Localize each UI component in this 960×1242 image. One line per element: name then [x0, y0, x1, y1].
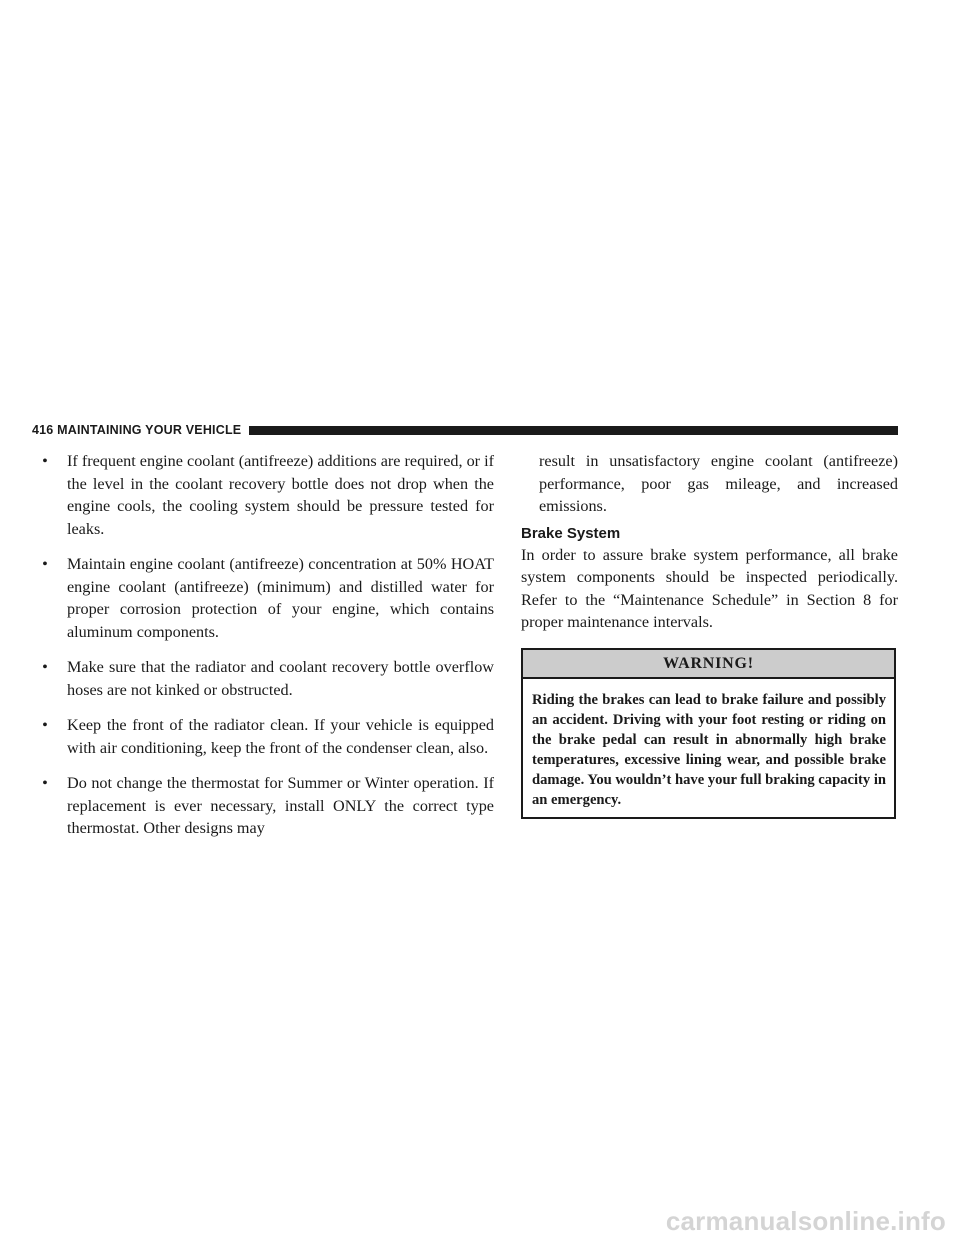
list-item-text: Keep the front of the radiator clean. If your vehicle is equipped with air conditioning, keep the front of the condenser clean, also.: [67, 716, 494, 757]
page-header: [32, 422, 898, 438]
header-rule: [249, 426, 898, 435]
list-item-text: If frequent engine coolant (antifreeze) additions are required, or if the level in the coolant recovery bottle does not drop when the engine cools, the cooling system should be pressure tested for leaks.: [67, 452, 494, 538]
list-item: [38, 714, 494, 759]
bullet-icon: •: [42, 774, 48, 792]
bullet-icon: •: [42, 452, 48, 470]
list-item: [38, 450, 494, 540]
list-item: [38, 772, 494, 840]
list-item: [38, 656, 494, 701]
bullet-icon: •: [42, 555, 48, 573]
list-item: [38, 553, 494, 643]
left-column: [38, 450, 494, 853]
brake-system-paragraph: In order to assure brake system performance, all brake system components should be inspected periodically. Refer to the “Maintenance Schedule” in Section 8 for proper maintenance intervals.: [521, 545, 898, 631]
bullet-icon: •: [42, 716, 48, 734]
bullet-continuation: result in unsatisfactory engine coolant (antifreeze) performance, poor gas mileage, and increased emissions.: [539, 452, 898, 515]
section-title: Brake System: [521, 524, 621, 542]
warning-title: WARNING!: [523, 650, 894, 680]
list-item-text: Do not change the thermostat for Summer or Winter operation. If replacement is ever necessary, install ONLY the correct type thermostat. Other designs may: [67, 774, 494, 837]
warning-box: [521, 648, 896, 820]
coolant-bullet-list: [38, 450, 494, 840]
watermark: carmanualsonline.info: [665, 1206, 946, 1236]
list-item-text: Maintain engine coolant (antifreeze) concentration at 50% HOAT engine coolant (antifreeze) (minimum) and distilled water for proper corrosion protection of your engine, which contains aluminum components.: [67, 555, 494, 641]
warning-text: Riding the brakes can lead to brake failure and possibly an accident. Driving with your foot resting or riding on the brake pedal can result in abnormally high brake temperatures, excessive lining wear, and possible brake damage. You wouldn’t have your full braking capacity in an emergency.: [532, 692, 886, 808]
page-label: 416 MAINTAINING YOUR VEHICLE: [32, 423, 242, 437]
list-item-text: Make sure that the radiator and coolant recovery bottle overflow hoses are not kinked or obstructed.: [67, 658, 494, 699]
right-column: [521, 450, 898, 819]
bullet-icon: •: [42, 658, 48, 676]
